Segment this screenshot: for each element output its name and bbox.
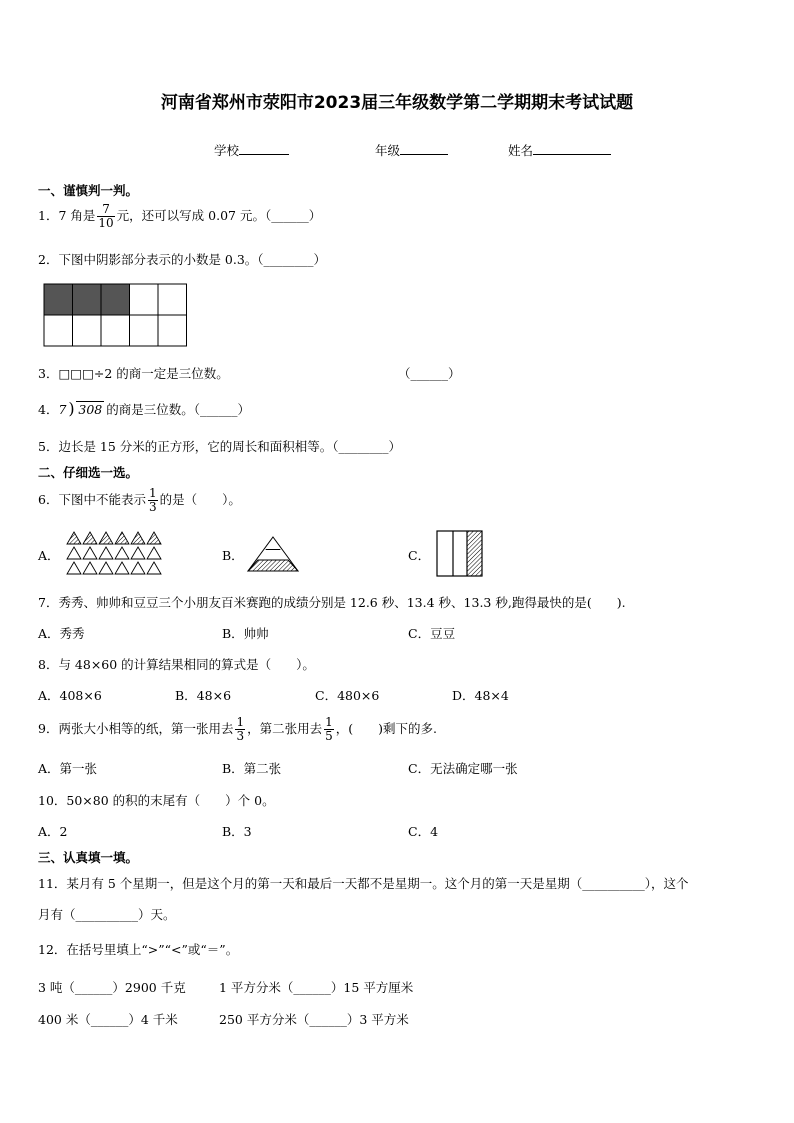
question-6 [38,487,241,514]
grid-cell-shaded [73,284,102,315]
triangle-shaded [83,532,97,544]
long-division-symbol [68,399,104,418]
option-a[interactable]: A．2 [38,824,68,839]
name-blank[interactable] [533,154,611,155]
divisor: 7 [58,402,67,417]
fraction-numerator: 1 [148,486,157,500]
fraction [148,487,158,514]
name-label: 姓名 [508,143,534,158]
option-a-label[interactable]: A． [38,548,60,563]
triangle [115,547,129,559]
question-5 [38,437,401,455]
grid-cell [158,315,187,346]
question-number: 4． [38,402,59,417]
question-text: 边长是 15 分米的正方形，它的周长和面积相等。（________） [58,439,402,454]
triangle [147,547,161,559]
option-a[interactable]: A．第一张 [38,761,98,776]
option-a[interactable]: A．408×6 [38,688,102,703]
question-3 [38,364,229,382]
question-text: 秀秀、帅帅和豆豆三个小朋友百米赛跑的成绩分别是 12.6 秒、13.4 秒、13.3 秒,跑得最快的是( ). [58,595,626,610]
question-text: 7 角是 [58,208,96,223]
question-text: 下图中不能表示 [58,492,146,507]
triangle-shaded [115,532,129,544]
question-number: 6． [38,492,59,507]
option-c[interactable]: C．4 [408,824,439,839]
option-b[interactable]: B．3 [222,824,252,839]
triangle [131,562,145,574]
decimal-grid-figure [43,283,189,347]
fraction [324,716,334,743]
question-number: 1． [38,208,59,223]
school-field [214,141,289,159]
strip-shaded [467,531,482,576]
question-text: 的商是三位数。（______） [106,402,251,417]
triangle [67,547,81,559]
question-text: 下图中阴影部分表示的小数是 0.3。（________） [58,252,327,267]
question-text: ，( )剩下的多. [335,721,437,736]
question-text: 与 48×60 的计算结果相同的算式是（ ）。 [58,657,315,672]
option-a[interactable]: A．秀秀 [38,626,85,641]
triangle [115,562,129,574]
school-blank[interactable] [239,154,289,155]
option-c[interactable]: C．豆豆 [408,626,456,641]
option-c-label[interactable]: C． [408,548,431,563]
question-text: 的是（ ）。 [159,492,241,507]
option-b[interactable]: B．帅帅 [222,626,269,641]
fraction-denominator: 10 [98,216,114,230]
triangle [99,562,113,574]
triangle-shaded [99,532,113,544]
question-number: 10． [38,793,67,808]
fraction-denominator: 3 [148,500,157,514]
question-9 [38,716,437,743]
question-number: 3． [38,366,59,381]
triangle [131,547,145,559]
triangle [83,547,97,559]
grade-label: 年级 [375,143,401,158]
compare-item[interactable]: 1 平方分米（______）15 平方厘米 [219,980,414,995]
school-label: 学校 [214,143,240,158]
question-number: 2． [38,252,59,267]
fraction [97,203,114,230]
question-number: 12． [38,942,67,957]
triangle [99,547,113,559]
grade-blank[interactable] [400,154,448,155]
question-11 [38,874,689,892]
strips-figure [436,530,484,578]
division-bracket-icon: ) [68,399,75,418]
question-number: 11． [38,876,67,891]
fraction-numerator: 7 [97,203,114,217]
question-3-answer-blank[interactable]: （______） [398,366,461,381]
name-field [508,141,611,159]
triangle [67,562,81,574]
question-number: 7． [38,595,59,610]
pyramid-figure [246,535,300,575]
question-11-line-2: 月有（__________）天。 [38,907,176,922]
dividend: 308 [78,402,103,417]
question-10 [38,791,275,809]
page-title: 河南省郑州市荥阳市2023届三年级数学第二学期期末考试试题 [160,93,634,113]
question-12 [38,940,238,958]
triangle-shaded [67,532,81,544]
option-b[interactable]: B．48×6 [175,688,232,703]
triangle [83,562,97,574]
fraction-denominator: 3 [236,729,245,743]
section-2-heading: 二、仔细选一选。 [38,465,139,480]
question-number: 8． [38,657,59,672]
question-1 [38,203,321,230]
question-text: ，第二张用去 [247,721,323,736]
grid-cell [158,284,187,315]
question-7 [38,593,626,611]
fraction [235,716,245,743]
grid-cell-shaded [44,284,73,315]
grid-cell [130,315,159,346]
compare-item[interactable]: 250 平方分米（______）3 平方米 [219,1012,409,1027]
question-8 [38,655,315,673]
grid-cell [44,315,73,346]
question-number: 9． [38,721,59,736]
option-b-label[interactable]: B． [222,548,244,563]
question-text: 元，还可以写成 0.07 元。（______） [116,208,322,223]
question-number: 5． [38,439,59,454]
section-3-heading: 三、认真填一填。 [38,850,139,865]
question-4 [38,400,250,418]
option-c[interactable]: C．480×6 [315,688,380,703]
fraction-numerator: 1 [236,715,245,729]
triangle [147,562,161,574]
grid-cell [130,284,159,315]
section-1-heading: 一、谨慎判一判。 [38,183,139,198]
triangle-shaded [147,532,161,544]
question-text: □□□÷2 的商一定是三位数。 [58,366,229,381]
question-text: 两张大小相等的纸，第一张用去 [58,721,234,736]
question-text: 50×80 的积的末尾有（ ）个 0。 [66,793,275,808]
question-text: 某月有 5 个星期一，但是这个月的第一天和最后一天都不是星期一。这个月的第一天是星期（__________），这个 [66,876,689,891]
grade-field [375,141,448,159]
triangle-shaded [131,532,145,544]
compare-item[interactable]: 400 米（______）4 千米 [38,1012,178,1027]
triangles-figure [66,530,162,578]
grid-cell [73,315,102,346]
option-c[interactable]: C．无法确定哪一张 [408,761,518,776]
fraction-denominator: 5 [325,729,333,743]
option-b[interactable]: B．第二张 [222,761,282,776]
question-2 [38,250,326,268]
fraction-numerator: 1 [325,715,333,729]
compare-item[interactable]: 3 吨（______）2900 千克 [38,980,186,995]
question-text: 在括号里填上“>”“<”或“＝”。 [66,942,239,957]
grid-cell [101,315,130,346]
option-d[interactable]: D．48×4 [452,688,509,703]
grid-cell-shaded [101,284,130,315]
